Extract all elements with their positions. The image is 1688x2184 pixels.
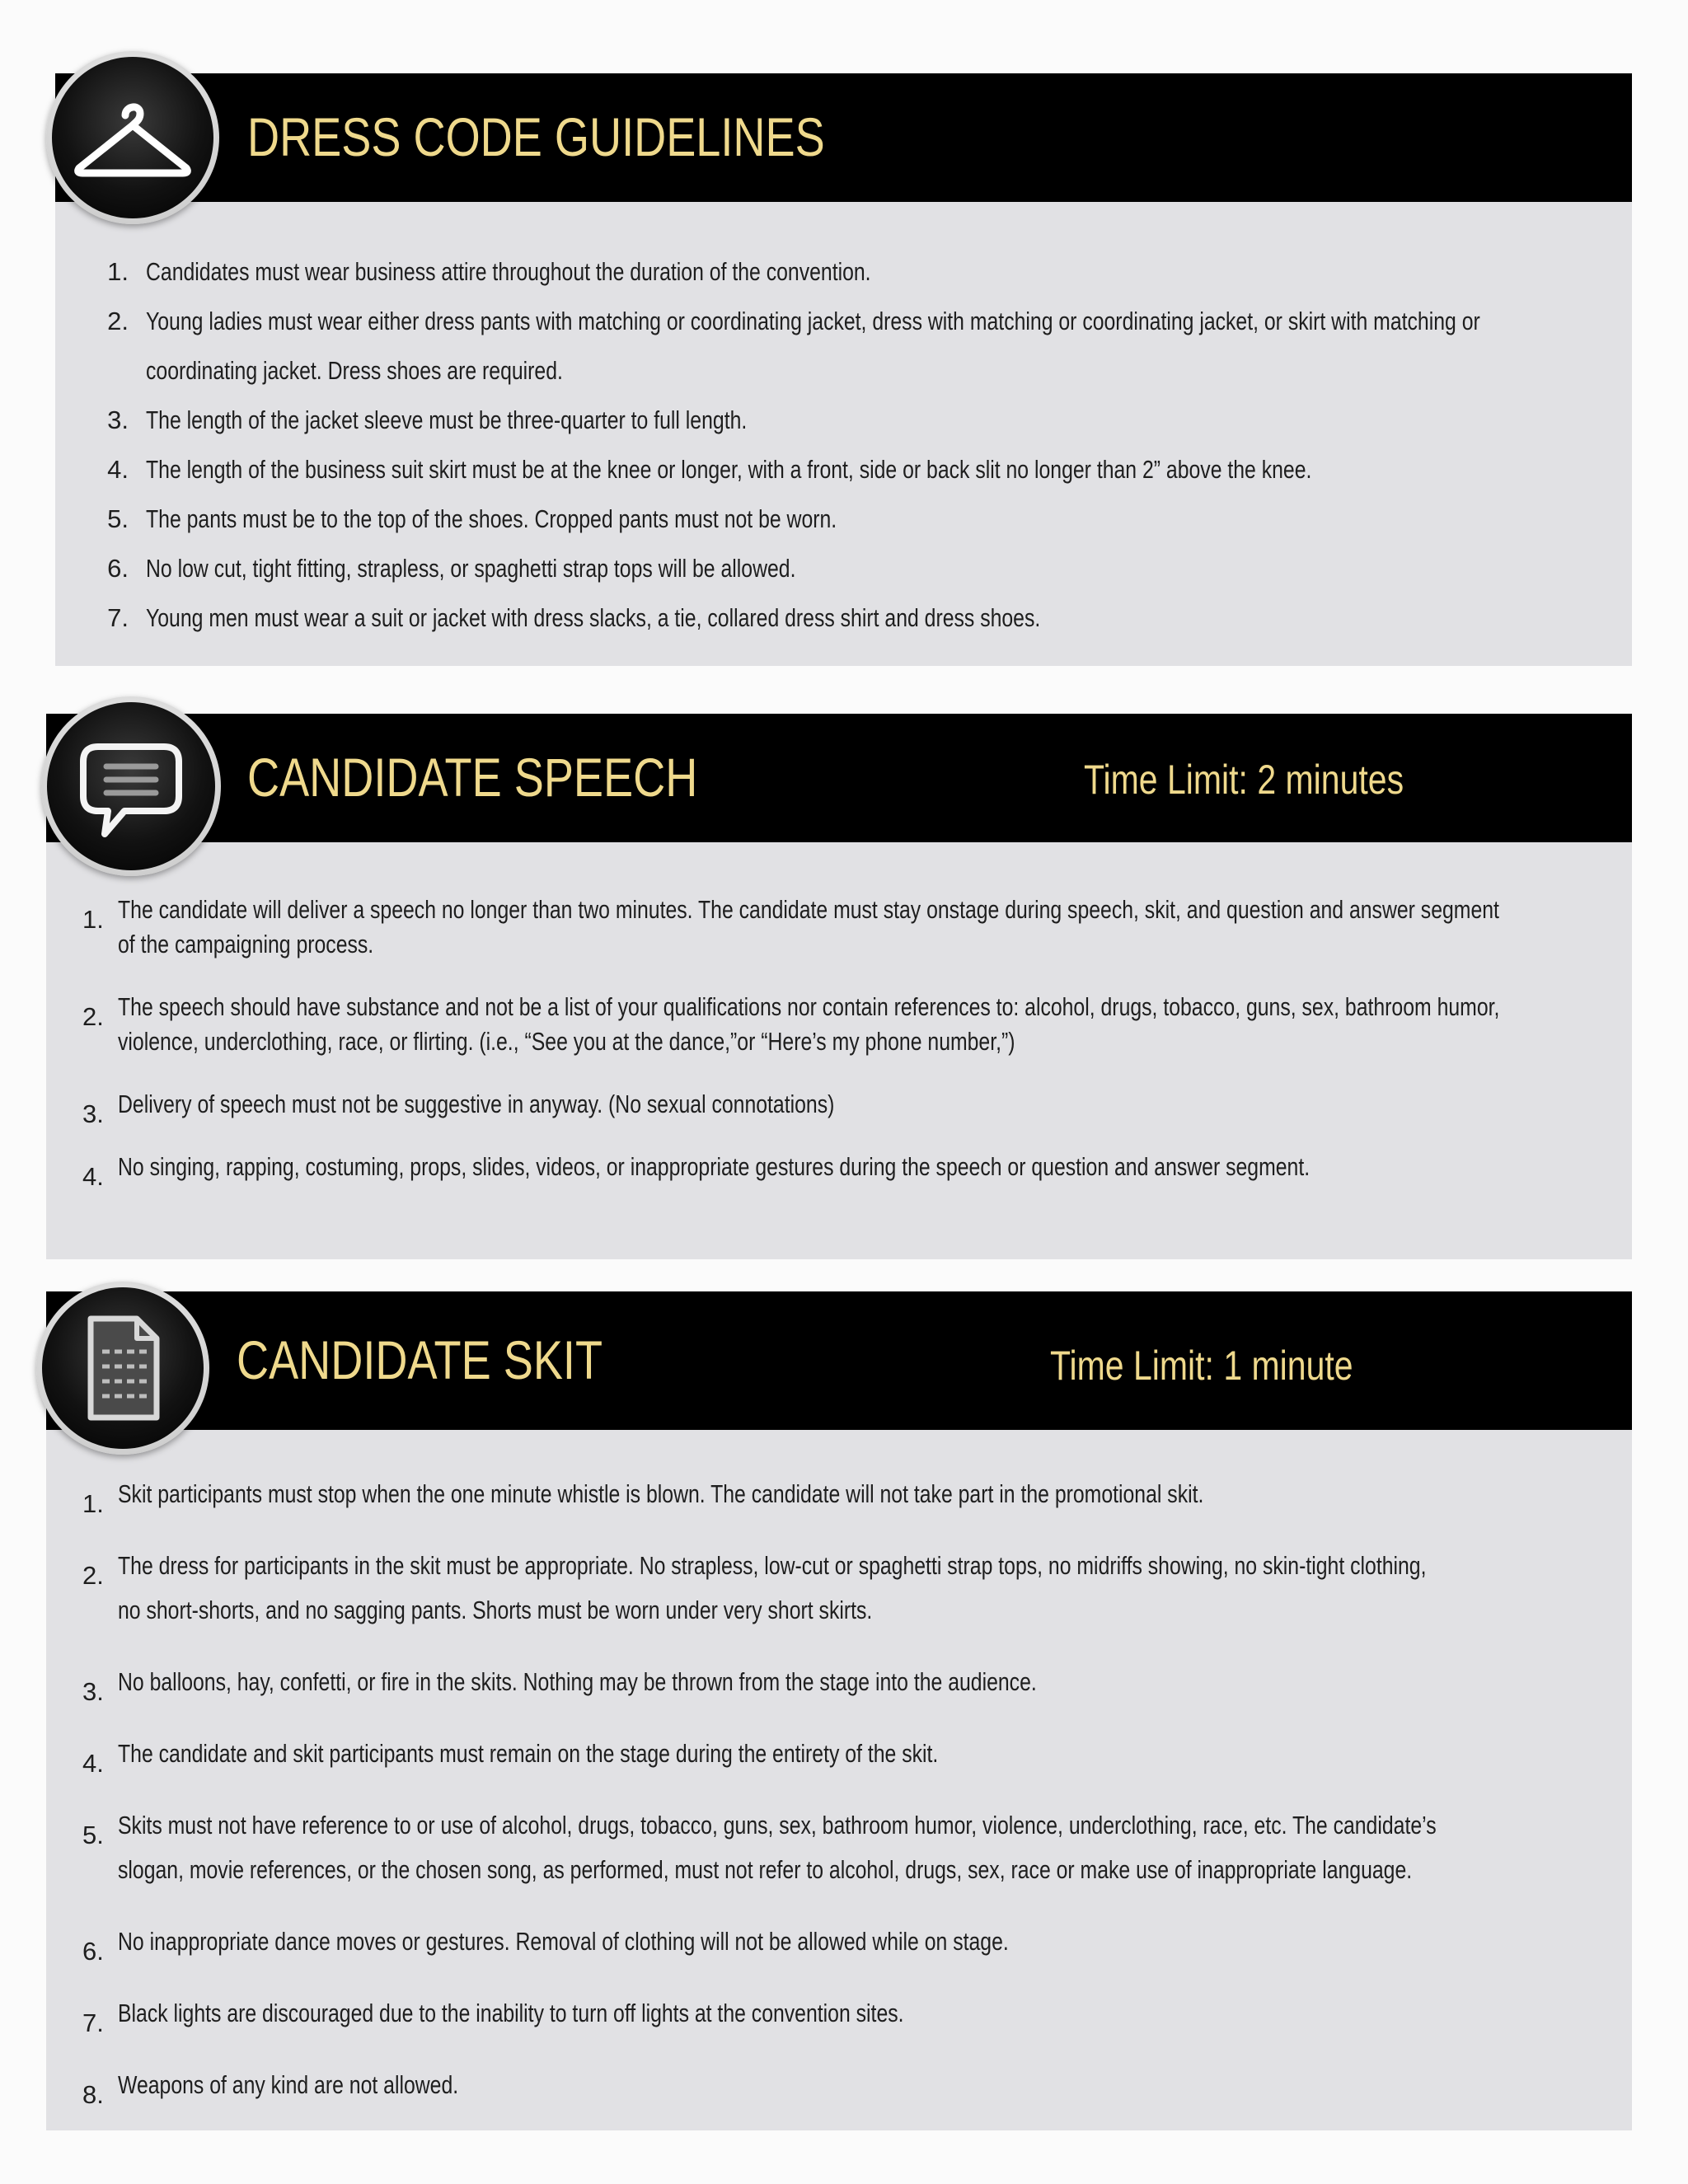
list-item-text: No balloons, hay, confetti, or fire in the skits. Nothing may be thrown from the stage into the audience. [118,1667,1037,1696]
list-item-text: Delivery of speech must not be suggestive in anyway. (No sexual connotations) [118,1090,835,1118]
list-item [82,1660,1688,1704]
list-item-number: 6. [107,554,129,583]
list-item-text: coordinating jacket. Dress shoes are required. [146,356,563,385]
list-item [82,1803,1688,1892]
list-item-number: 3. [82,1677,104,1706]
list-item [82,1732,1688,1776]
list-item [106,445,1688,494]
list-item-number: 1. [107,257,129,286]
list-item-number: 6. [82,1937,104,1966]
list-item-text: The length of the jacket sleeve must be three-quarter to full length. [146,405,748,434]
dress-code-list [106,247,1688,643]
list-item-number: 1. [82,1489,104,1518]
list-item-text: The dress for participants in the skit must be appropriate. No strapless, low-cut or spaghetti strap tops, no midriffs showing, no skin-tight clothing, [118,1551,1427,1580]
speech-icon-badge [41,696,221,876]
list-item [82,1472,1688,1516]
list-item-number: 1. [82,905,104,934]
list-item-text: Weapons of any kind are not allowed. [118,2070,459,2099]
list-item-number: 2. [82,1002,104,1031]
list-item-text: No low cut, tight fitting, strapless, or spaghetti strap tops will be allowed. [146,554,796,583]
list-item [106,494,1688,544]
document-icon [77,1310,168,1426]
list-item-number: 7. [82,2008,104,2037]
list-item [82,1991,1688,2036]
speech-title: CANDIDATE SPEECH [247,747,698,808]
list-item-text: The pants must be to the top of the shoes. Cropped pants must not be worn. [146,504,837,533]
list-item [82,1150,1688,1191]
list-item [82,893,1688,962]
list-item-text: No inappropriate dance moves or gestures. Removal of clothing will not be allowed while on stage. [118,1927,1009,1956]
list-item-text: of the campaigning process. [118,930,374,958]
list-item [82,1087,1688,1128]
list-item-text: violence, underclothing, race, or flirting. (i.e., “See you at the dance,”or “Here’s my phone number,”) [118,1027,1015,1056]
list-item-text: The candidate and skit participants must remain on the stage during the entirety of the skit. [118,1739,939,1768]
list-item-text: The length of the business suit skirt must be at the knee or longer, with a front, side or back slit no longer than 2” above the knee. [146,455,1312,484]
list-item [106,247,1688,297]
list-item [82,2063,1688,2107]
skit-icon-badge [36,1282,209,1455]
list-item-number: 2. [82,1561,104,1590]
list-item-text: Young men must wear a suit or jacket with dress slacks, a tie, collared dress shirt and dress shoes. [146,603,1041,632]
speech-list [82,893,1688,1191]
list-item [106,593,1688,643]
skit-time-limit: Time Limit: 1 minute [1050,1343,1353,1389]
list-item-text: Black lights are discouraged due to the inability to turn off lights at the convention sites. [118,1999,904,2027]
list-item-number: 4. [82,1749,104,1778]
speech-time-limit: Time Limit: 2 minutes [1084,757,1404,803]
list-item-text: slogan, movie references, or the chosen song, as performed, must not refer to alcohol, drugs, sex, race or make use of inappropriate language. [118,1855,1413,1884]
list-item-number: 8. [82,2080,104,2109]
list-item-number: 5. [82,1821,104,1849]
list-item-text: The speech should have substance and not be a list of your qualifications nor contain references to: alcohol, drugs, tobacco, guns, sex, bathroom humor, [118,992,1500,1021]
skit-list [82,1472,1688,2135]
list-item [82,990,1688,1059]
list-item-number: 5. [107,504,129,533]
list-item-text: Young ladies must wear either dress pants with matching or coordinating jacket, dress with matching or coordinating jacket, or skirt with matching or [146,307,1480,335]
skit-title: CANDIDATE SKIT [237,1329,603,1390]
list-item-text: Candidates must wear business attire throughout the duration of the convention. [146,257,871,286]
dress-code-title: DRESS CODE GUIDELINES [247,106,825,167]
hanger-icon [71,92,195,183]
list-item [106,396,1688,445]
list-item-number: 4. [82,1162,104,1191]
list-item-number: 7. [107,603,129,632]
list-item-text: The candidate will deliver a speech no longer than two minutes. The candidate must stay onstage during speech, skit, and question and answer segment [118,895,1499,924]
list-item-text: Skit participants must stop when the one minute whistle is blown. The candidate will not take part in the promotional skit. [118,1479,1204,1508]
list-item-number: 2. [107,307,129,335]
list-item-text: no short-shorts, and no sagging pants. Shorts must be worn under very short skirts. [118,1596,873,1624]
list-item [82,1544,1688,1633]
list-item [82,1919,1688,1964]
dress-code-icon-badge [46,51,219,224]
list-item [106,544,1688,593]
list-item-number: 3. [82,1099,104,1128]
list-item-text: No singing, rapping, costuming, props, slides, videos, or inappropriate gestures during the speech or question and answer segment. [118,1152,1311,1181]
list-item [106,297,1688,396]
list-item-number: 3. [107,405,129,434]
list-item-number: 4. [107,455,129,484]
speech-bubble-icon [73,729,189,844]
list-item-text: Skits must not have reference to or use of alcohol, drugs, tobacco, guns, sex, bathroom humor, violence, underclothing, race, etc. The candidate’s [118,1811,1437,1840]
